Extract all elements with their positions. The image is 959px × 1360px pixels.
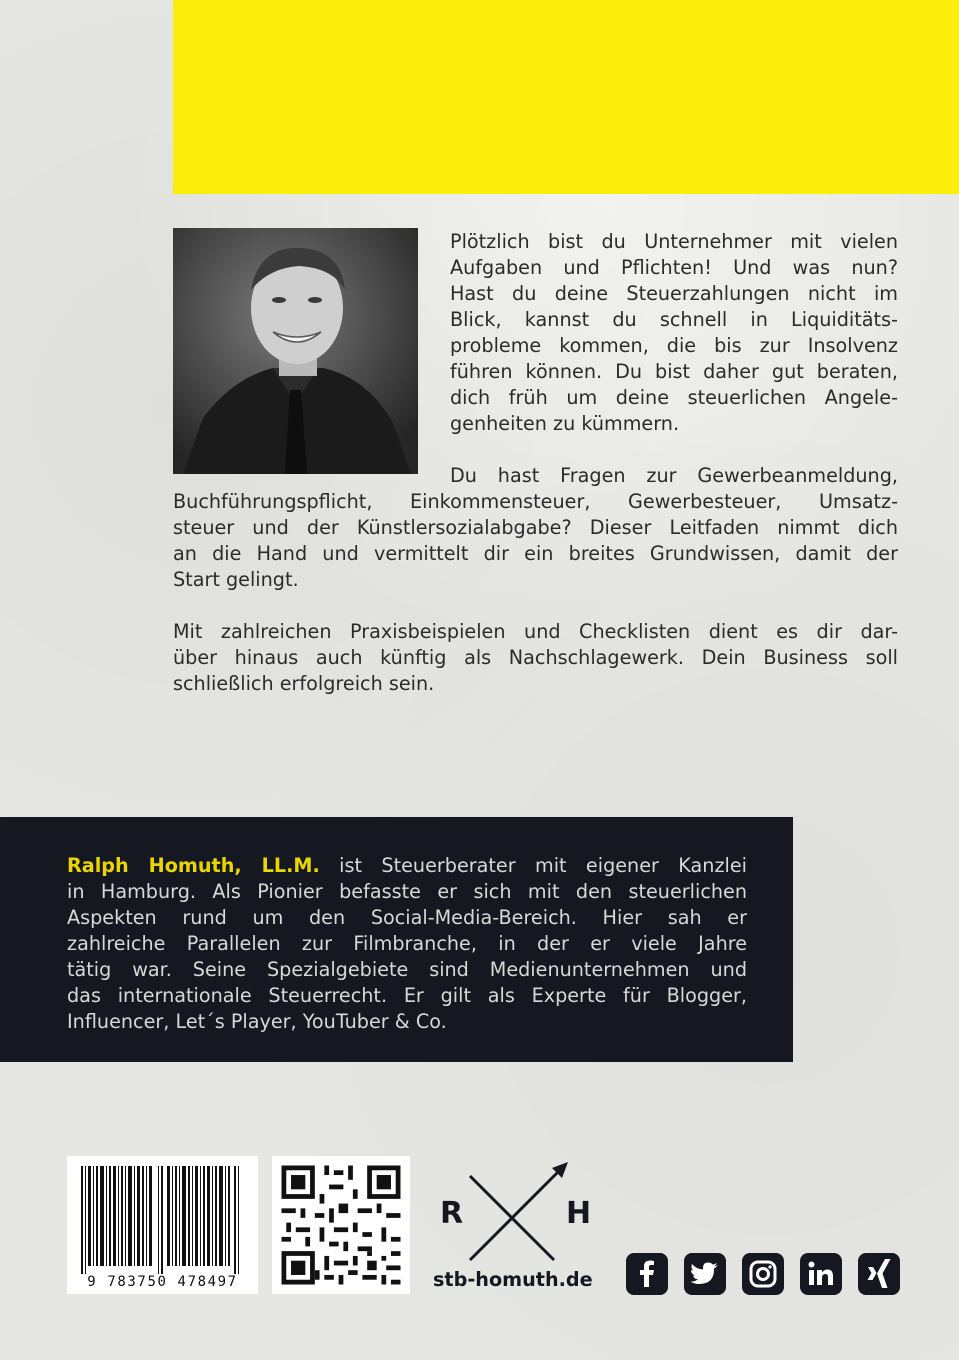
bio-line: tätig war. Seine Spezialgebiete sind Medienunternehmen und: [67, 958, 747, 981]
facebook-icon[interactable]: [626, 1253, 668, 1295]
bio-line: zahlreiche Parallelen zur Filmbranche, in der er viele Jahre: [67, 932, 747, 955]
isbn-barcode: [67, 1156, 258, 1294]
p3-line: schließlich erfolgreich sein.: [173, 672, 435, 695]
bio-line: in Hamburg. Als Pionier befasste er sich mit den steuerlichen: [67, 880, 747, 903]
p3-line: über hinaus auch künftig als Nachschlagewerk. Dein Business soll: [173, 646, 898, 669]
p1-line: Plötzlich bist du Unternehmer mit vielen: [450, 230, 898, 253]
description-paragraph-3: [173, 619, 898, 697]
rh-logo: [436, 1160, 602, 1264]
author-bio: [67, 853, 747, 1035]
p1-line: Blick, kannst du schnell in Liquiditäts-: [450, 308, 898, 331]
yellow-header-block: [173, 0, 959, 194]
p3-line: Mit zahlreichen Praxisbeispielen und Checklisten dient es dir dar-: [173, 620, 898, 643]
description-paragraph-1: [450, 229, 898, 437]
author-name: Ralph Homuth, LL.M.: [67, 854, 320, 877]
p1-line: dich früh um deine steuerlichen Angele-: [450, 386, 898, 409]
p2-line: Du hast Fragen zur Gewerbeanmeldung,: [450, 464, 898, 487]
bio-line: Influencer, Let´s Player, YouTuber & Co.: [67, 1010, 447, 1033]
website-url[interactable]: stb-homuth.de: [433, 1268, 593, 1291]
p1-line: Hast du deine Steuerzahlungen nicht im: [450, 282, 898, 305]
p2-line: an die Hand und vermittelt dir ein breites Grundwissen, damit der: [173, 542, 898, 565]
logo-letter-r: R: [440, 1196, 464, 1231]
isbn-number: 9 783750 478497: [87, 1274, 238, 1290]
author-portrait: [173, 228, 418, 474]
instagram-icon[interactable]: [742, 1253, 784, 1295]
p2-line: steuer und der Künstlersozialabgabe? Dieser Leitfaden nimmt dich: [173, 516, 898, 539]
xing-icon[interactable]: [858, 1253, 900, 1295]
p2-line: Start gelingt.: [173, 568, 299, 591]
p1-line: Aufgaben und Pflichten! Und was nun?: [450, 256, 898, 279]
bio-line: Aspekten rund um den Social-Media-Bereich. Hier sah er: [67, 906, 747, 929]
p2-line: Buchführungspflicht, Einkommensteuer, Gewerbesteuer, Umsatz-: [173, 490, 898, 513]
logo-letter-h: H: [566, 1196, 592, 1231]
p1-line: führen können. Du bist daher gut beraten,: [450, 360, 898, 383]
p1-line: genheiten zu kümmern.: [450, 412, 680, 435]
bio-line: [67, 853, 747, 879]
bio-line: das internationale Steuerrecht. Er gilt als Experte für Blogger,: [67, 984, 747, 1007]
twitter-icon[interactable]: [684, 1253, 726, 1295]
qr-code: [272, 1156, 410, 1294]
description-paragraph-2-first-line: [450, 463, 898, 489]
p1-line: probleme kommen, die bis zur Insolvenz: [450, 334, 898, 357]
bio-text: ist Steuerberater mit eigener Kanzlei: [319, 854, 747, 877]
description-paragraph-2: [173, 489, 898, 593]
linkedin-icon[interactable]: [800, 1253, 842, 1295]
